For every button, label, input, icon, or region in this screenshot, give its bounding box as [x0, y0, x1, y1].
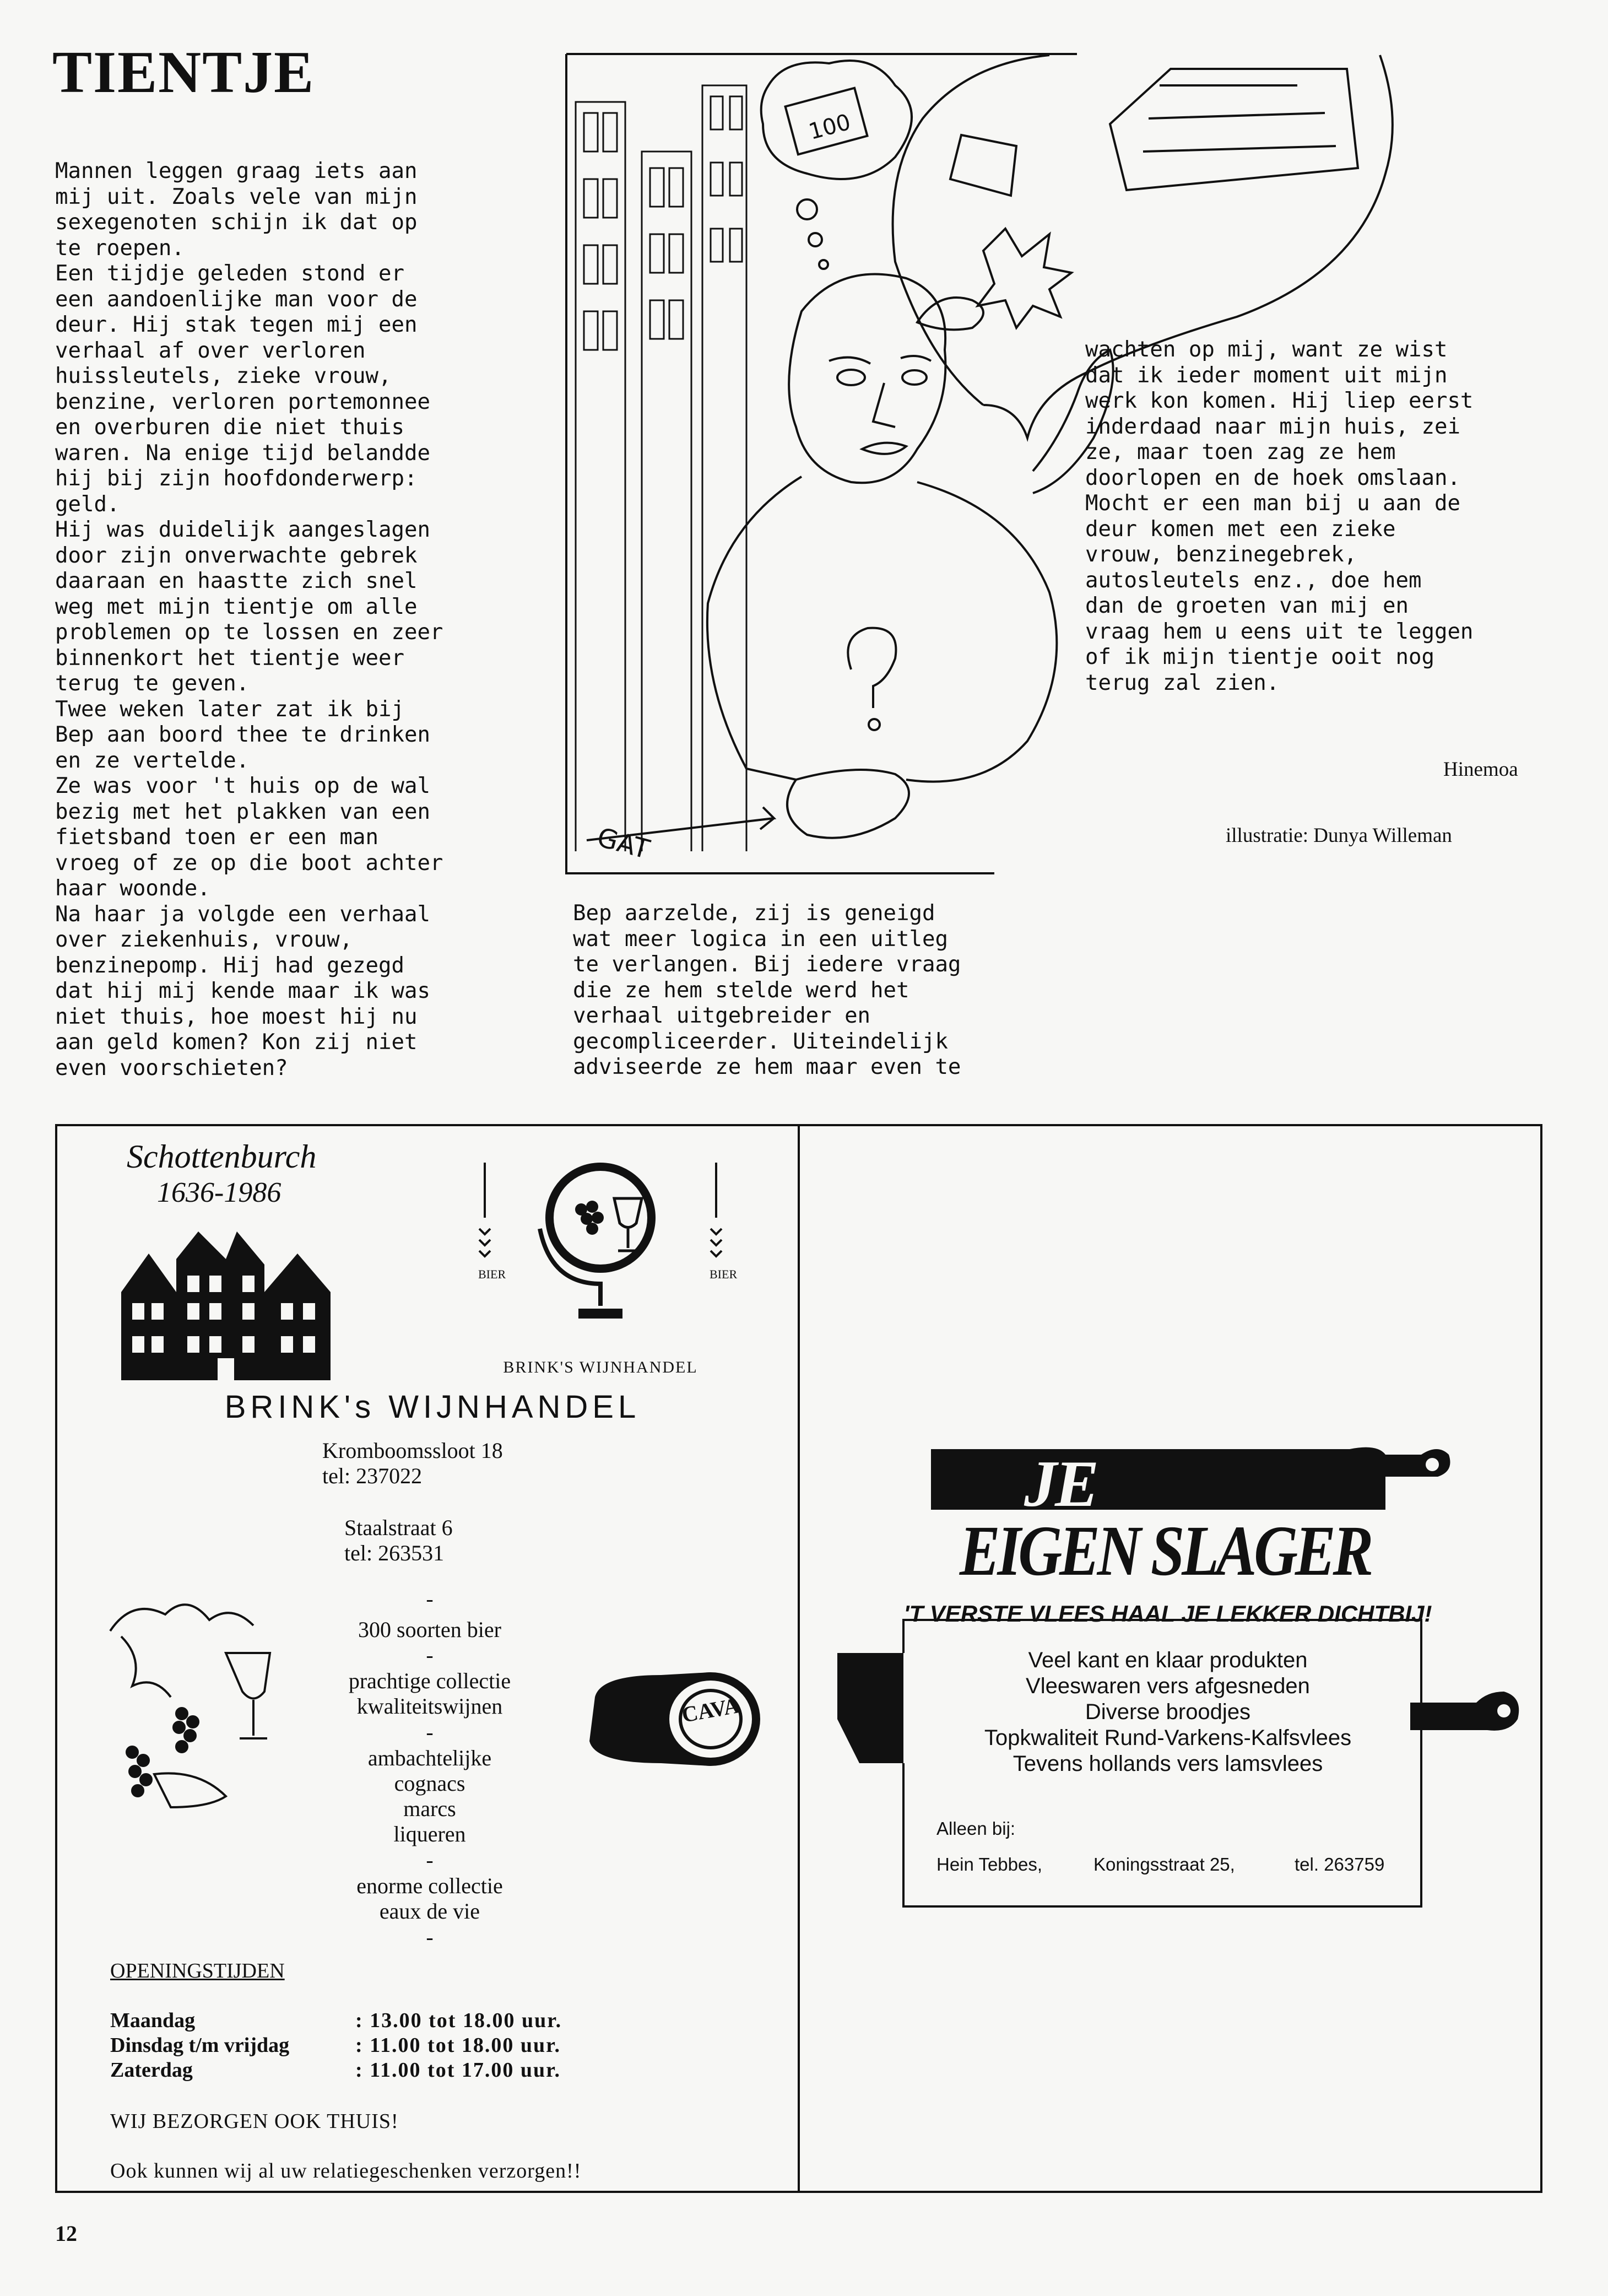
slager-logo-line-2: EIGEN SLAGER: [959, 1511, 1371, 1591]
page-number: 12: [55, 2221, 77, 2246]
slager-line-3: Diverse broodjes: [1085, 1700, 1251, 1724]
article-column-1: Mannen leggen graag iets aan mij uit. Zoals vele van mijn sexegenoten schijn ik dat op te roepen. Een tijdje geleden stond er een aandoenlijke man voor de deur. Hij stak tegen mij een verhaal af over verloren huissleutels, zieke vrouw, benzine, verloren portemonnee en overburen die niet thuis waren. Na enige tijd belandde hij bij zijn hoofdonderwerp: geld. Hij was duidelijk aangeslagen door zijn onverwachte gebrek daaraan en haastte zich snel weg met mijn tientje om alle problemen op te lossen en zeer binnenkort het tientje weer terug te geven. Twee weken later zat ik bij Bep aan boord thee te drinken en ze vertelde. Ze was voor 't huis op de wal bezig met het plakken van een fietsband toen er een man vroeg of ze op die boot achter haar woonde. Na haar ja volgde een verhaal over ziekenhuis, vrouw, benzinepomp. Hij had gezegd dat hij mij kende maar ik was niet thuis, hoe moest hij nu aan geld komen? Kon zij niet even voorschieten?: [55, 159, 443, 1081]
hours-day-tue-fri: Dinsdag t/m vrijdag: [110, 2034, 290, 2057]
article-author: Hinemoa: [1443, 758, 1518, 781]
illustrator-signature: GAT: [594, 822, 653, 866]
brink-offer-wines: kwaliteitswijnen: [356, 1694, 503, 1719]
hours-day-saturday: Zaterdag: [110, 2059, 193, 2082]
article-column-3: wachten op mij, want ze wist dat ik ieder moment uit mijn werk kon komen. Hij liep eerst inderdaad naar mijn huis, zei ze, maar toen zag ze hem doorlopen en de hoek omslaan. Mocht er een man bij u aan de deur komen met een zieke vrouw, benzinegebrek, autosleutels enz., doe hem dan de groeten van mij en vraag hem u eens uit te leggen of ik mijn tientje ooit nog terug zal zien.: [1085, 337, 1474, 695]
slager-phone: tel. 263759: [1295, 1854, 1385, 1874]
logo-side-label-left: BIER: [478, 1267, 506, 1281]
home-delivery-note: WIJ BEZORGEN OOK THUIS!: [110, 2110, 399, 2133]
brink-address-1: Kromboomssloot 18: [322, 1438, 503, 1463]
article-column-2: Bep aarzelde, zij is geneigd wat meer logica in een uitleg te verlangen. Bij iedere vraag die ze hem stelde werd het verhaal uitgebreider en gecompliceerder. Uiteindelijk adviseerde ze hem maar even te: [573, 901, 961, 1079]
brink-offer-eaux-de-vie: eaux de vie: [379, 1899, 480, 1924]
canal-house-drawing: [116, 1220, 336, 1386]
brink-years: 1636-1986: [157, 1177, 281, 1208]
brink-handwriting: Schottenburch: [127, 1138, 317, 1175]
money-note-text: 100: [806, 109, 854, 145]
brink-offer-crafted: ambachtelijke: [367, 1746, 492, 1770]
brink-address-2: Staalstraat 6: [344, 1515, 453, 1540]
cava-cask-label: CAVA: [680, 1693, 741, 1727]
brink-tel-1: tel: 237022: [322, 1463, 423, 1488]
brink-logo-caption: BRINK'S WIJNHANDEL: [503, 1358, 698, 1376]
slager-owner-name: Hein Tebbes,: [936, 1854, 1043, 1874]
slager-line-2: Vleeswaren vers afgesneden: [1026, 1674, 1310, 1698]
brink-offer-marcs: marcs: [403, 1796, 456, 1821]
hours-time-saturday: : 11.00 tot 17.00 uur.: [355, 2059, 561, 2082]
brink-tel-2: tel: 263531: [344, 1541, 445, 1565]
slager-address: Koningsstraat 25,: [1093, 1854, 1235, 1874]
hours-time-tue-fri: : 11.00 tot 18.00 uur.: [355, 2034, 561, 2057]
brink-offer-beer: 300 soorten bier: [358, 1617, 501, 1642]
man-figure: [587, 274, 1113, 841]
background-buildings: [576, 85, 746, 851]
hours-day-monday: Maandag: [110, 2009, 196, 2032]
article-illustration: [565, 52, 1394, 876]
brink-offer-collection: prachtige collectie: [348, 1668, 511, 1693]
slager-slogan: 'T VERSTE VLEES HAAL JE LEKKER DICHTBIJ!: [903, 1601, 1432, 1627]
brink-offer-cognacs: cognacs: [394, 1771, 465, 1796]
gifts-note: Ook kunnen wij al uw relatiegeschenken verzorgen!!: [110, 2159, 582, 2182]
hours-time-monday: : 13.00 tot 18.00 uur.: [355, 2009, 562, 2032]
brink-shop-name: BRINK's WIJNHANDEL: [224, 1389, 641, 1425]
grape-wine-drawing: [99, 1587, 297, 1818]
ad-divider: [798, 1124, 800, 2193]
opening-hours-title: OPENINGSTIJDEN: [110, 1959, 285, 1982]
thought-bubble-money: [761, 61, 912, 269]
brink-offer-eaux: enorme collectie: [356, 1873, 503, 1898]
slager-line-5: Tevens hollands vers lamsvlees: [1013, 1752, 1323, 1776]
logo-side-label-right: BIER: [710, 1267, 738, 1281]
article-title: TIENTJE: [52, 40, 315, 105]
slager-only-at: Alleen bij:: [936, 1818, 1016, 1839]
slager-logo-line-1: JE: [1024, 1447, 1097, 1520]
brink-globe-logo: [474, 1157, 738, 1344]
illustration-credit: illustratie: Dunya Willeman: [1226, 824, 1452, 847]
speech-bubble: [893, 55, 1393, 438]
slager-line-1: Veel kant en klaar produkten: [1028, 1648, 1308, 1672]
slager-line-4: Topkwaliteit Rund-Varkens-Kalfsvlees: [984, 1726, 1352, 1750]
brink-offer-liqueurs: liqueren: [393, 1822, 466, 1846]
